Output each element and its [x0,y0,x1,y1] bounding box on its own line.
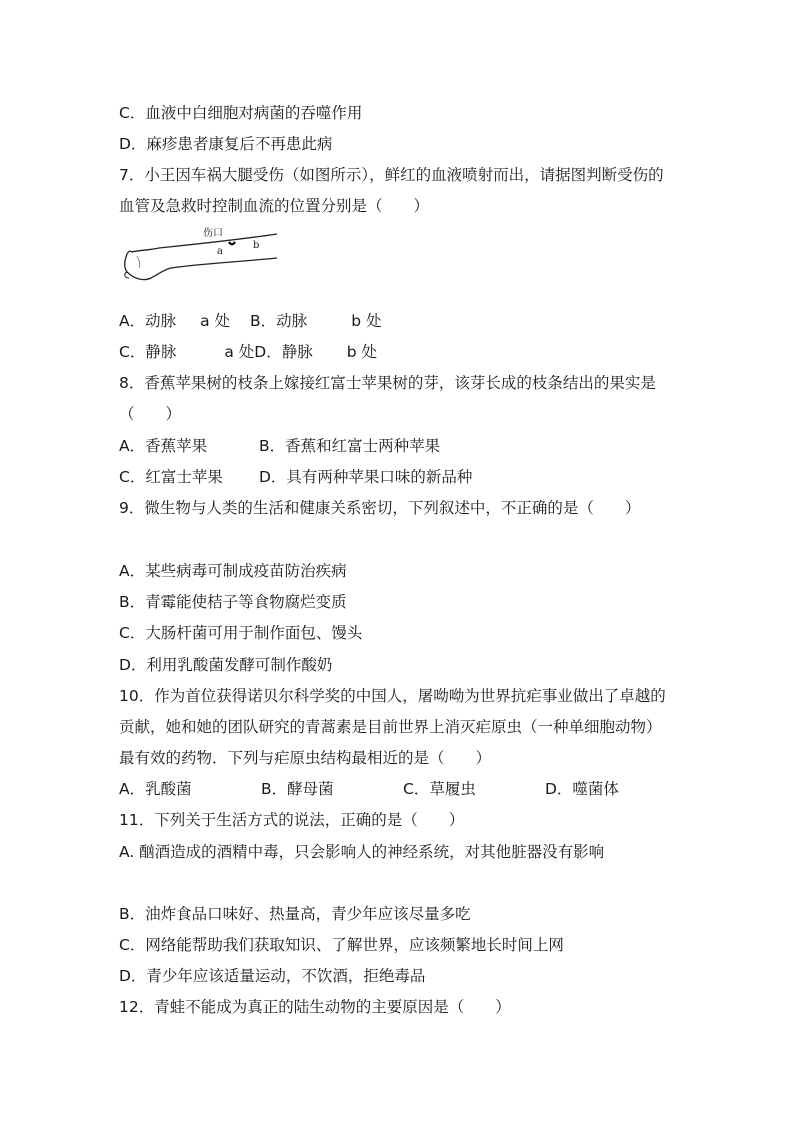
label-b: b [253,240,260,251]
option-text: C．血液中白细胞对病菌的吞噬作用 [119,104,363,122]
option-d: D．噬菌体 [545,780,619,798]
question-7: 7．小王因车祸大腿受伤（如图所示），鲜红的血液喷射而出，请据图判断受伤的 [119,166,664,184]
question-10-cont: 贡献，她和她的团队研究的青蒿素是目前世界上消灭疟原虫（一种单细胞动物） [119,718,662,736]
question-11: 11．下列关于生活方式的说法，正确的是（ ） [119,811,465,829]
option-b: B．油炸食品口味好、热量高，青少年应该尽量多吃 [119,905,471,923]
question-10-cont: 最有效的药物．下列与疟原虫结构最相近的是（ ） [119,749,492,767]
option-d: D．具有两种苹果口味的新品种 [259,468,473,486]
option-d-pos: b 处 [346,343,377,361]
option-d: D．青少年应该适量运动，不饮酒，拒绝毒品 [119,967,426,985]
option-b: B．酵母菌 [261,780,334,798]
option-c: C．网络能帮助我们获取知识、了解世界，应该频繁地长时间上网 [119,936,564,954]
option-row [119,467,472,487]
option-a-pos: a 处 [200,312,231,330]
question-8: 8．香蕉苹果树的枝条上嫁接红富士苹果树的芽，该芽长成的枝条结出的果实是 [119,374,656,392]
option-a: A．乳酸菌 [119,780,192,798]
option-b: B．香蕉和红富士两种苹果 [259,437,441,455]
option-b: B．青霉能使桔子等食物腐烂变质 [119,593,347,611]
wound-label: 伤口 [203,228,223,239]
question-10: 10．作为首位获得诺贝尔科学奖的中国人，屠呦呦为世界抗疟事业做出了卓越的 [119,687,666,705]
option-c: C．静脉 [119,343,177,361]
option-a: A．某些病毒可制成疫苗防治疾病 [119,562,347,580]
option-row [119,311,381,331]
option-row [119,436,440,456]
question-8-cont: （ ） [119,405,182,423]
option-b: B．动脉 [250,312,308,330]
option-row [119,779,619,799]
option-c: C．大肠杆菌可用于制作面包、馒头 [119,624,363,642]
option-d: D．静脉 [254,343,313,361]
option-c-pos: a 处 [224,343,255,361]
option-a: A．香蕉苹果 [119,437,208,455]
question-7-cont: 血管及急救时控制血流的位置分别是（ ） [119,197,430,215]
question-12: 12．青蛙不能成为真正的陆生动物的主要原因是（ ） [119,998,511,1016]
option-c: C．草履虫 [403,780,476,798]
label-a: a [217,246,223,257]
option-a: A．动脉 [119,312,177,330]
leg-wound-figure [117,220,283,298]
option-row [119,342,377,362]
option-d: D．利用乳酸菌发酵可制作酸奶 [119,656,333,674]
option-c: C．红富士苹果 [119,468,223,486]
option-text: D．麻疹患者康复后不再患此病 [119,135,333,153]
question-9: 9．微生物与人类的生活和健康关系密切，下列叙述中，不正确的是（ ） [119,499,641,517]
option-a: A. 酗酒造成的酒精中毒，只会影响人的神经系统，对其他脏器没有影响 [119,843,605,861]
option-b-pos: b 处 [351,312,382,330]
